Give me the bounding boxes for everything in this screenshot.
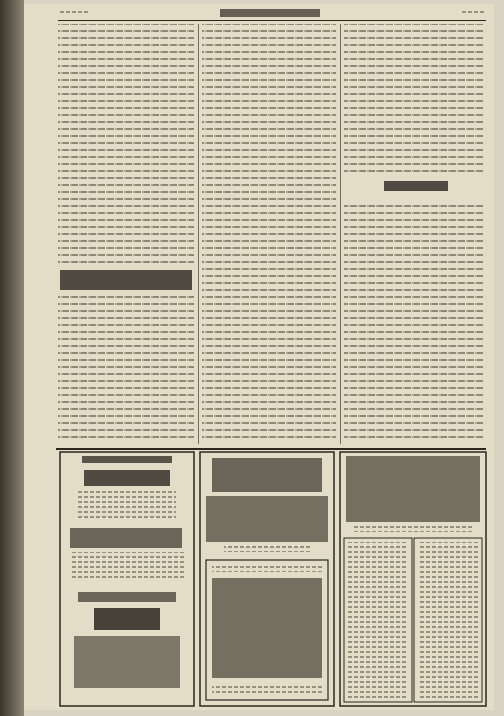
ad-6-text-block [346,456,480,522]
ad-3-line-block [78,592,176,602]
ad-3-large-word-block [94,608,160,630]
ad-1-heading-block [82,456,172,463]
column-rule-1 [198,24,199,444]
ad-6-footer-text [352,524,474,532]
ad-2-small-text [70,552,184,580]
ads-divider [56,448,486,450]
ad-1-large-word-block [84,470,170,486]
column-1-text-lower [58,296,194,440]
binding-edge [0,0,24,716]
column-2-text [202,24,336,440]
ad-8-text-block [418,542,478,698]
header-masthead-text [220,9,320,17]
column-3-text-lower [344,200,484,440]
column-1-text-upper [58,24,194,264]
ad-5-text-block [212,578,322,678]
ad-3-text-block [74,636,180,688]
column-rule-2 [340,24,341,444]
ad-7-text-block [348,542,408,698]
ad-5-small-text [212,566,322,572]
header-issue-number-text [462,11,484,16]
header-rule [58,20,486,21]
ad-4-text-block [206,496,328,542]
section-heading-block [384,181,448,191]
header-page-number-text [58,11,88,16]
article-title-block [60,270,192,290]
ad-1-small-text [78,490,176,518]
ad-4-heading-block [212,458,322,492]
ad-2-heading-block [70,528,182,548]
column-3-text-upper [344,24,484,174]
ad-4-small-text [224,546,310,552]
ad-5-footer-text [212,684,322,694]
